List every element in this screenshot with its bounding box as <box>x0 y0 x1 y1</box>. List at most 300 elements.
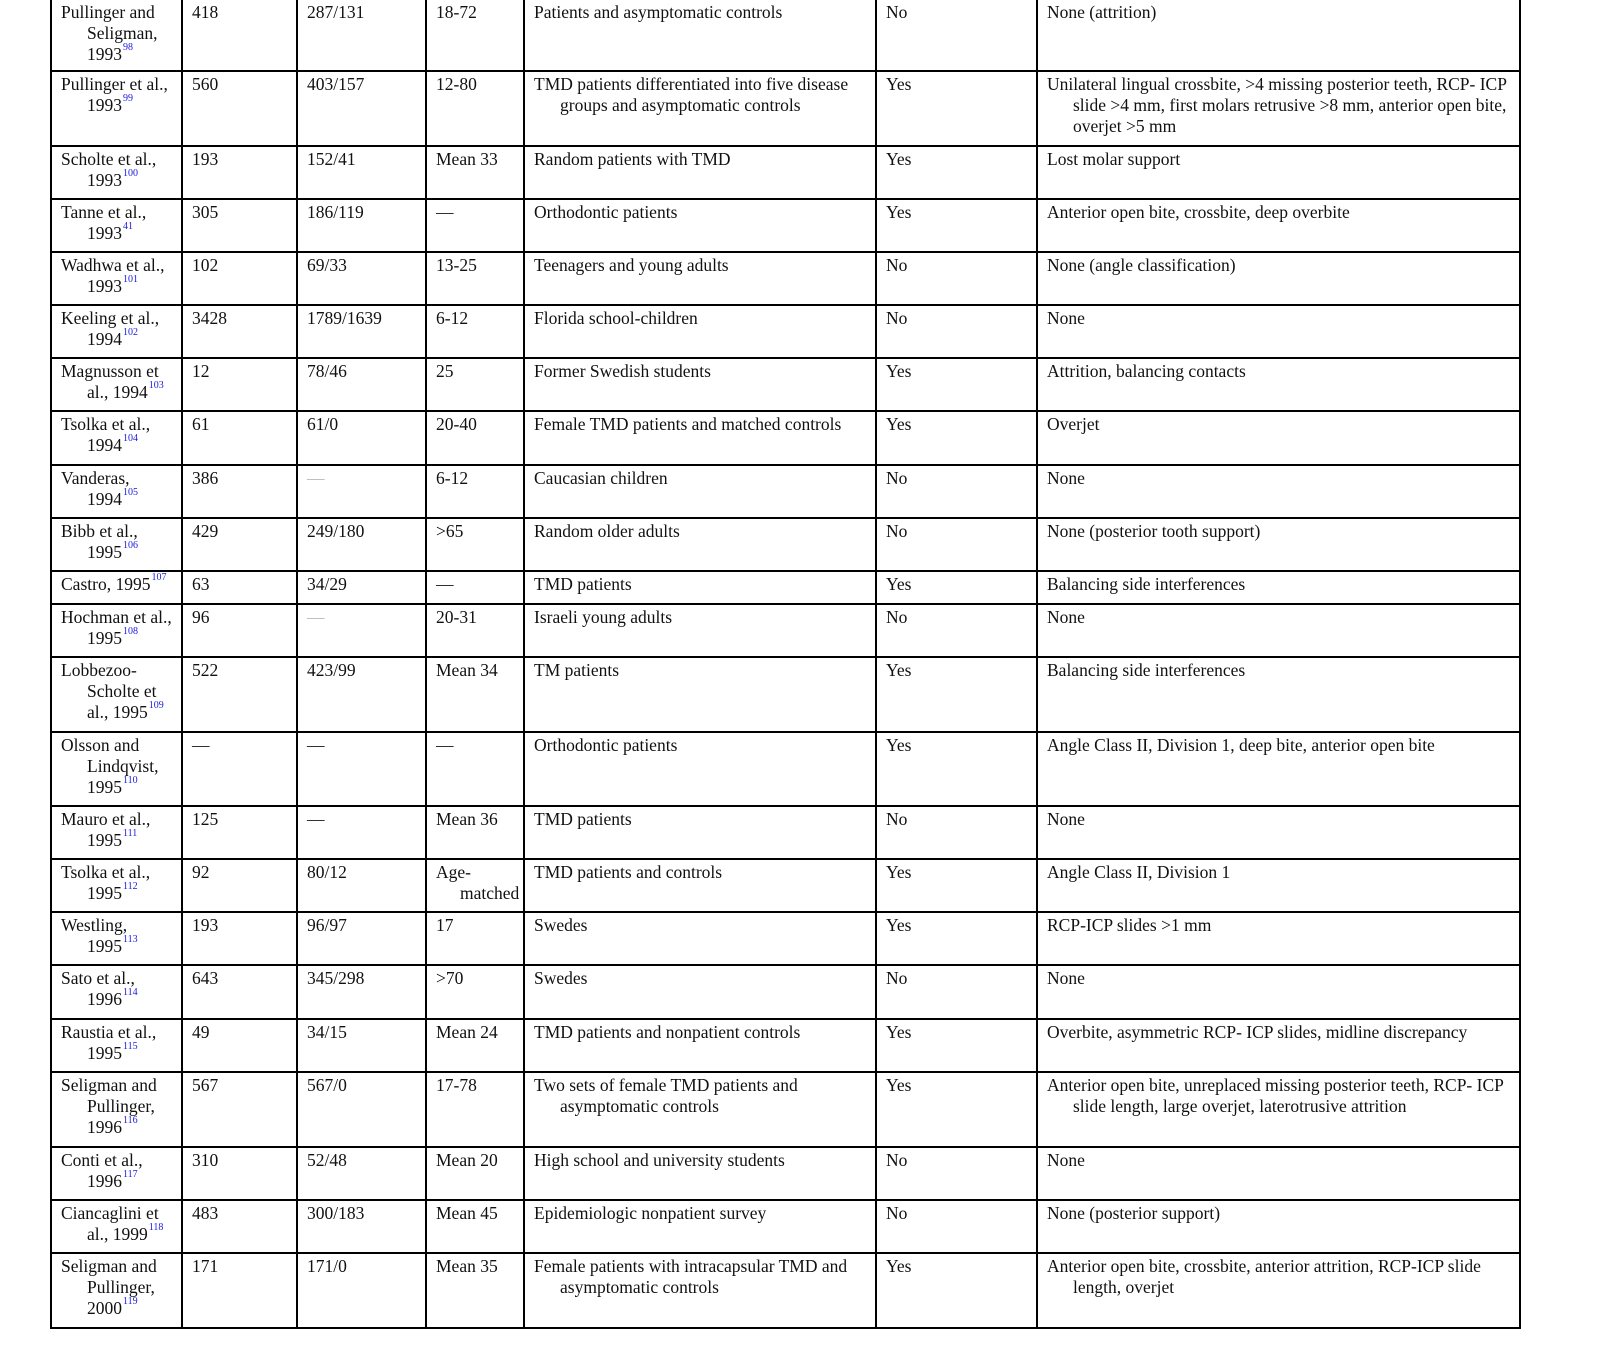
age-cell <box>426 571 524 604</box>
n-cell <box>182 252 297 305</box>
age-range: >70 <box>436 968 464 988</box>
sex-ratio: 52/48 <box>307 1150 347 1170</box>
occlusal-factors: None <box>1047 1150 1085 1170</box>
association-value: No <box>886 468 908 488</box>
table-body <box>51 0 1520 1328</box>
association-cell <box>876 859 1037 912</box>
age-range: — <box>436 202 454 222</box>
factors-cell <box>1037 859 1520 912</box>
sex-ratio-cell <box>297 912 426 965</box>
sex-ratio-cell <box>297 1072 426 1147</box>
n-cell <box>182 571 297 604</box>
sample-description: TM patients <box>534 660 620 680</box>
age-cell <box>426 358 524 411</box>
occlusal-factors: None (posterior tooth support) <box>1047 521 1261 541</box>
study-name: Westling, 1995 <box>61 915 128 956</box>
sex-ratio-cell <box>297 657 426 732</box>
age-range: — <box>436 574 454 594</box>
occlusal-factors: None <box>1047 607 1085 627</box>
factors-cell <box>1037 252 1520 305</box>
sample-cell <box>524 411 876 465</box>
n-cell <box>182 1253 297 1328</box>
subject-count: 102 <box>192 255 219 275</box>
subject-count: 92 <box>192 862 210 882</box>
age-cell <box>426 657 524 732</box>
reference-link[interactable]: 114 <box>123 987 138 998</box>
study-name: Hochman et al., 1995 <box>61 607 172 648</box>
sex-ratio-cell <box>297 465 426 518</box>
table-row <box>51 518 1520 571</box>
occlusal-factors: Balancing side interferences <box>1047 574 1246 594</box>
study-cell <box>51 0 182 71</box>
sex-ratio-cell <box>297 71 426 146</box>
age-cell <box>426 912 524 965</box>
sex-ratio-cell <box>297 732 426 806</box>
study-cell <box>51 71 182 146</box>
sample-cell <box>524 358 876 411</box>
studies-table <box>50 0 1521 1329</box>
sample-cell <box>524 1019 876 1072</box>
association-cell <box>876 1019 1037 1072</box>
sample-cell <box>524 732 876 806</box>
sample-cell <box>524 1253 876 1328</box>
factors-cell <box>1037 965 1520 1019</box>
study-cell <box>51 965 182 1019</box>
reference-link[interactable]: 110 <box>123 775 138 786</box>
factors-cell <box>1037 1019 1520 1072</box>
sex-ratio-cell <box>297 518 426 571</box>
age-cell <box>426 1147 524 1200</box>
sample-description: Former Swedish students <box>534 361 711 381</box>
study-cell <box>51 604 182 657</box>
age-range: 25 <box>436 361 454 381</box>
association-value: No <box>886 607 908 627</box>
n-cell <box>182 518 297 571</box>
study-cell <box>51 146 182 199</box>
age-cell <box>426 0 524 71</box>
occlusal-factors: RCP-ICP slides >1 mm <box>1047 915 1212 935</box>
age-range: Mean 24 <box>436 1022 498 1042</box>
subject-count: 418 <box>192 2 219 22</box>
sex-ratio: 345/298 <box>307 968 365 988</box>
age-range: Mean 20 <box>436 1150 498 1170</box>
occlusal-factors: Overbite, asymmetric RCP- ICP slides, midline discrepancy <box>1047 1022 1468 1042</box>
reference-link[interactable]: 116 <box>123 1115 138 1126</box>
association-value: Yes <box>886 1022 912 1042</box>
study-name: Pullinger and Seligman, 1993 <box>61 2 158 64</box>
association-value: No <box>886 809 908 829</box>
factors-cell <box>1037 1200 1520 1253</box>
factors-cell <box>1037 411 1520 465</box>
subject-count: 522 <box>192 660 219 680</box>
sex-ratio: — <box>307 468 325 488</box>
sample-description: Female patients with intracapsular TMD and asymptomatic controls <box>534 1256 848 1297</box>
factors-cell <box>1037 1147 1520 1200</box>
sex-ratio: 249/180 <box>307 521 365 541</box>
subject-count: 3428 <box>192 308 227 328</box>
association-cell <box>876 465 1037 518</box>
reference-link[interactable]: 113 <box>123 934 138 945</box>
study-name: Wadhwa et al., 1993 <box>61 255 165 296</box>
sex-ratio-cell <box>297 252 426 305</box>
occlusal-factors: Balancing side interferences <box>1047 660 1246 680</box>
age-range: 18-72 <box>436 2 477 22</box>
factors-cell <box>1037 806 1520 859</box>
occlusal-factors: Angle Class II, Division 1 <box>1047 862 1231 882</box>
n-cell <box>182 1072 297 1147</box>
n-cell <box>182 965 297 1019</box>
association-cell <box>876 912 1037 965</box>
association-value: No <box>886 1150 908 1170</box>
sex-ratio: 34/15 <box>307 1022 347 1042</box>
factors-cell <box>1037 465 1520 518</box>
age-cell <box>426 305 524 358</box>
reference-link[interactable]: 111 <box>123 828 138 839</box>
age-cell <box>426 199 524 252</box>
study-cell <box>51 571 182 604</box>
subject-count: 310 <box>192 1150 219 1170</box>
association-value: Yes <box>886 862 912 882</box>
age-range: 13-25 <box>436 255 477 275</box>
age-cell <box>426 465 524 518</box>
reference-link[interactable]: 106 <box>123 540 138 551</box>
occlusal-factors: None <box>1047 468 1085 488</box>
sample-cell <box>524 199 876 252</box>
association-value: Yes <box>886 574 912 594</box>
study-name: Tsolka et al., 1994 <box>61 414 151 455</box>
subject-count: 96 <box>192 607 210 627</box>
sample-description: Two sets of female TMD patients and asymptomatic controls <box>534 1075 798 1116</box>
sex-ratio-cell <box>297 146 426 199</box>
sex-ratio: 403/157 <box>307 74 365 94</box>
age-range: Mean 36 <box>436 809 498 829</box>
sample-description: Female TMD patients and matched controls <box>534 414 842 434</box>
association-cell <box>876 518 1037 571</box>
study-name: Seligman and Pullinger, 2000 <box>61 1256 157 1318</box>
sex-ratio-cell <box>297 0 426 71</box>
association-cell <box>876 1072 1037 1147</box>
sex-ratio: 1789/1639 <box>307 308 382 328</box>
reference-link[interactable]: 112 <box>123 881 138 892</box>
sex-ratio: 78/46 <box>307 361 347 381</box>
sample-description: Swedes <box>534 968 588 988</box>
study-name: Tsolka et al., 1995 <box>61 862 151 903</box>
association-value: No <box>886 308 908 328</box>
association-cell <box>876 411 1037 465</box>
n-cell <box>182 1019 297 1072</box>
study-cell <box>51 1072 182 1147</box>
sample-cell <box>524 859 876 912</box>
sex-ratio-cell <box>297 604 426 657</box>
association-cell <box>876 657 1037 732</box>
sex-ratio: 61/0 <box>307 414 339 434</box>
age-range: >65 <box>436 521 464 541</box>
association-cell <box>876 604 1037 657</box>
association-value: Yes <box>886 1075 912 1095</box>
sample-cell <box>524 1147 876 1200</box>
n-cell <box>182 859 297 912</box>
table-row <box>51 252 1520 305</box>
study-cell <box>51 859 182 912</box>
subject-count: 12 <box>192 361 210 381</box>
sample-description: Caucasian children <box>534 468 668 488</box>
sex-ratio-cell <box>297 806 426 859</box>
age-cell <box>426 411 524 465</box>
study-name: Mauro et al., 1995 <box>61 809 151 850</box>
sex-ratio: 80/12 <box>307 862 347 882</box>
table-row <box>51 965 1520 1019</box>
association-value: Yes <box>886 149 912 169</box>
occlusal-factors: Unilateral lingual crossbite, >4 missing posterior teeth, RCP- ICP slide >4 mm, first molars retrusive >8 mm, anterior open bite, overjet >5 mm <box>1047 74 1507 136</box>
subject-count: 386 <box>192 468 219 488</box>
table-row <box>51 657 1520 732</box>
sex-ratio-cell <box>297 859 426 912</box>
n-cell <box>182 71 297 146</box>
study-cell <box>51 806 182 859</box>
association-cell <box>876 305 1037 358</box>
n-cell <box>182 358 297 411</box>
n-cell <box>182 732 297 806</box>
age-cell <box>426 806 524 859</box>
n-cell <box>182 912 297 965</box>
age-cell <box>426 859 524 912</box>
association-cell <box>876 199 1037 252</box>
table-row <box>51 912 1520 965</box>
association-value: Yes <box>886 202 912 222</box>
reference-link[interactable]: 103 <box>148 380 164 391</box>
sample-cell <box>524 0 876 71</box>
table-row <box>51 571 1520 604</box>
n-cell <box>182 146 297 199</box>
sample-cell <box>524 71 876 146</box>
study-cell <box>51 1253 182 1328</box>
association-value: No <box>886 2 908 22</box>
study-cell <box>51 1019 182 1072</box>
subject-count: 429 <box>192 521 219 541</box>
factors-cell <box>1037 199 1520 252</box>
age-cell <box>426 252 524 305</box>
factors-cell <box>1037 0 1520 71</box>
subject-count: 483 <box>192 1203 219 1223</box>
study-cell <box>51 518 182 571</box>
sample-description: Random older adults <box>534 521 680 541</box>
sample-description: Patients and asymptomatic controls <box>534 2 783 22</box>
occlusal-factors: None <box>1047 968 1085 988</box>
table-row <box>51 1072 1520 1147</box>
reference-link[interactable]: 102 <box>123 327 138 338</box>
age-range: 20-40 <box>436 414 477 434</box>
study-name: Vanderas, 1994 <box>61 468 130 509</box>
n-cell <box>182 465 297 518</box>
subject-count: — <box>192 735 210 755</box>
age-cell <box>426 71 524 146</box>
sex-ratio: 287/131 <box>307 2 365 22</box>
factors-cell <box>1037 657 1520 732</box>
subject-count: 125 <box>192 809 219 829</box>
study-cell <box>51 657 182 732</box>
factors-cell <box>1037 1253 1520 1328</box>
table-row <box>51 604 1520 657</box>
sex-ratio-cell <box>297 571 426 604</box>
sample-description: TMD patients <box>534 574 632 594</box>
occlusal-factors: Overjet <box>1047 414 1100 434</box>
reference-link[interactable]: 99 <box>123 93 133 104</box>
table-row <box>51 1200 1520 1253</box>
sample-description: Epidemiologic nonpatient survey <box>534 1203 767 1223</box>
study-cell <box>51 1147 182 1200</box>
sample-description: TMD patients differentiated into five disease groups and asymptomatic controls <box>534 74 849 115</box>
reference-link[interactable]: 100 <box>123 168 138 179</box>
age-cell <box>426 1019 524 1072</box>
occlusal-factors: Anterior open bite, crossbite, anterior attrition, RCP-ICP slide length, overjet <box>1047 1256 1481 1297</box>
reference-link[interactable]: 104 <box>123 433 138 444</box>
sample-cell <box>524 518 876 571</box>
table-row <box>51 146 1520 199</box>
reference-link[interactable]: 107 <box>151 572 167 583</box>
factors-cell <box>1037 518 1520 571</box>
sample-cell <box>524 912 876 965</box>
association-cell <box>876 1253 1037 1328</box>
association-cell <box>876 0 1037 71</box>
sample-description: Random patients with TMD <box>534 149 731 169</box>
occlusal-factors: Lost molar support <box>1047 149 1181 169</box>
occlusal-factors: Attrition, balancing contacts <box>1047 361 1246 381</box>
age-range: Mean 35 <box>436 1256 498 1276</box>
reference-link[interactable]: 105 <box>123 487 138 498</box>
reference-link[interactable]: 119 <box>123 1296 138 1307</box>
sex-ratio-cell <box>297 305 426 358</box>
subject-count: 63 <box>192 574 210 594</box>
sex-ratio-cell <box>297 1200 426 1253</box>
association-cell <box>876 71 1037 146</box>
association-value: Yes <box>886 735 912 755</box>
table-row <box>51 1147 1520 1200</box>
table-row <box>51 732 1520 806</box>
sample-description: TMD patients <box>534 809 632 829</box>
factors-cell <box>1037 571 1520 604</box>
age-range: 20-31 <box>436 607 477 627</box>
subject-count: 171 <box>192 1256 219 1276</box>
age-cell <box>426 732 524 806</box>
n-cell <box>182 305 297 358</box>
sex-ratio: 300/183 <box>307 1203 365 1223</box>
reference-link[interactable]: 109 <box>148 700 164 711</box>
sample-cell <box>524 465 876 518</box>
sample-description: Orthodontic patients <box>534 202 678 222</box>
n-cell <box>182 0 297 71</box>
sample-description: TMD patients and nonpatient controls <box>534 1022 801 1042</box>
association-value: Yes <box>886 361 912 381</box>
reference-link[interactable]: 117 <box>123 1169 138 1180</box>
study-cell <box>51 1200 182 1253</box>
association-value: Yes <box>886 74 912 94</box>
sample-description: Swedes <box>534 915 588 935</box>
reference-link[interactable]: 108 <box>123 626 138 637</box>
sex-ratio: — <box>307 735 325 755</box>
association-cell <box>876 571 1037 604</box>
sex-ratio: — <box>307 607 325 627</box>
association-cell <box>876 252 1037 305</box>
age-cell <box>426 604 524 657</box>
sample-cell <box>524 604 876 657</box>
age-range: 6-12 <box>436 308 469 328</box>
table-row <box>51 465 1520 518</box>
occlusal-factors: None (posterior support) <box>1047 1203 1221 1223</box>
age-cell <box>426 965 524 1019</box>
age-range: Mean 33 <box>436 149 498 169</box>
association-value: Yes <box>886 1256 912 1276</box>
age-range: 17 <box>436 915 454 935</box>
n-cell <box>182 806 297 859</box>
age-range: Age-matched <box>436 862 520 903</box>
study-cell <box>51 358 182 411</box>
association-value: Yes <box>886 414 912 434</box>
table-row <box>51 305 1520 358</box>
study-name: Raustia et al., 1995 <box>61 1022 157 1063</box>
n-cell <box>182 199 297 252</box>
study-cell <box>51 732 182 806</box>
reference-link[interactable]: 101 <box>123 274 138 285</box>
factors-cell <box>1037 1072 1520 1147</box>
factors-cell <box>1037 71 1520 146</box>
subject-count: 49 <box>192 1022 210 1042</box>
association-cell <box>876 732 1037 806</box>
reference-link[interactable]: 118 <box>148 1222 164 1233</box>
sample-cell <box>524 1072 876 1147</box>
study-cell <box>51 912 182 965</box>
association-value: No <box>886 521 908 541</box>
association-cell <box>876 358 1037 411</box>
n-cell <box>182 411 297 465</box>
age-range: — <box>436 735 454 755</box>
occlusal-factors: Angle Class II, Division 1, deep bite, anterior open bite <box>1047 735 1435 755</box>
association-value: No <box>886 255 908 275</box>
sample-description: Orthodontic patients <box>534 735 678 755</box>
study-cell <box>51 465 182 518</box>
association-cell <box>876 1147 1037 1200</box>
subject-count: 567 <box>192 1075 219 1095</box>
age-range: 6-12 <box>436 468 469 488</box>
sample-cell <box>524 252 876 305</box>
age-cell <box>426 518 524 571</box>
association-cell <box>876 965 1037 1019</box>
study-name: Bibb et al., 1995 <box>61 521 138 562</box>
subject-count: 61 <box>192 414 210 434</box>
association-cell <box>876 146 1037 199</box>
occlusal-factors: None (attrition) <box>1047 2 1157 22</box>
reference-link[interactable]: 98 <box>123 42 133 53</box>
study-name: Sato et al., 1996 <box>61 968 135 1009</box>
sex-ratio: 34/29 <box>307 574 347 594</box>
reference-link[interactable]: 115 <box>123 1041 138 1052</box>
sex-ratio-cell <box>297 965 426 1019</box>
age-range: 17-78 <box>436 1075 477 1095</box>
subject-count: 643 <box>192 968 219 988</box>
sex-ratio-cell <box>297 1253 426 1328</box>
occlusal-factors: None <box>1047 809 1085 829</box>
association-value: No <box>886 1203 908 1223</box>
reference-link[interactable]: 41 <box>123 221 133 232</box>
sex-ratio: 152/41 <box>307 149 356 169</box>
sex-ratio-cell <box>297 1019 426 1072</box>
table-row <box>51 1253 1520 1328</box>
factors-cell <box>1037 604 1520 657</box>
sex-ratio-cell <box>297 199 426 252</box>
study-name: Ciancaglini et al., 1999 <box>61 1203 159 1244</box>
study-name: Keeling et al., 1994 <box>61 308 160 349</box>
age-range: 12-80 <box>436 74 477 94</box>
sample-description: Israeli young adults <box>534 607 673 627</box>
